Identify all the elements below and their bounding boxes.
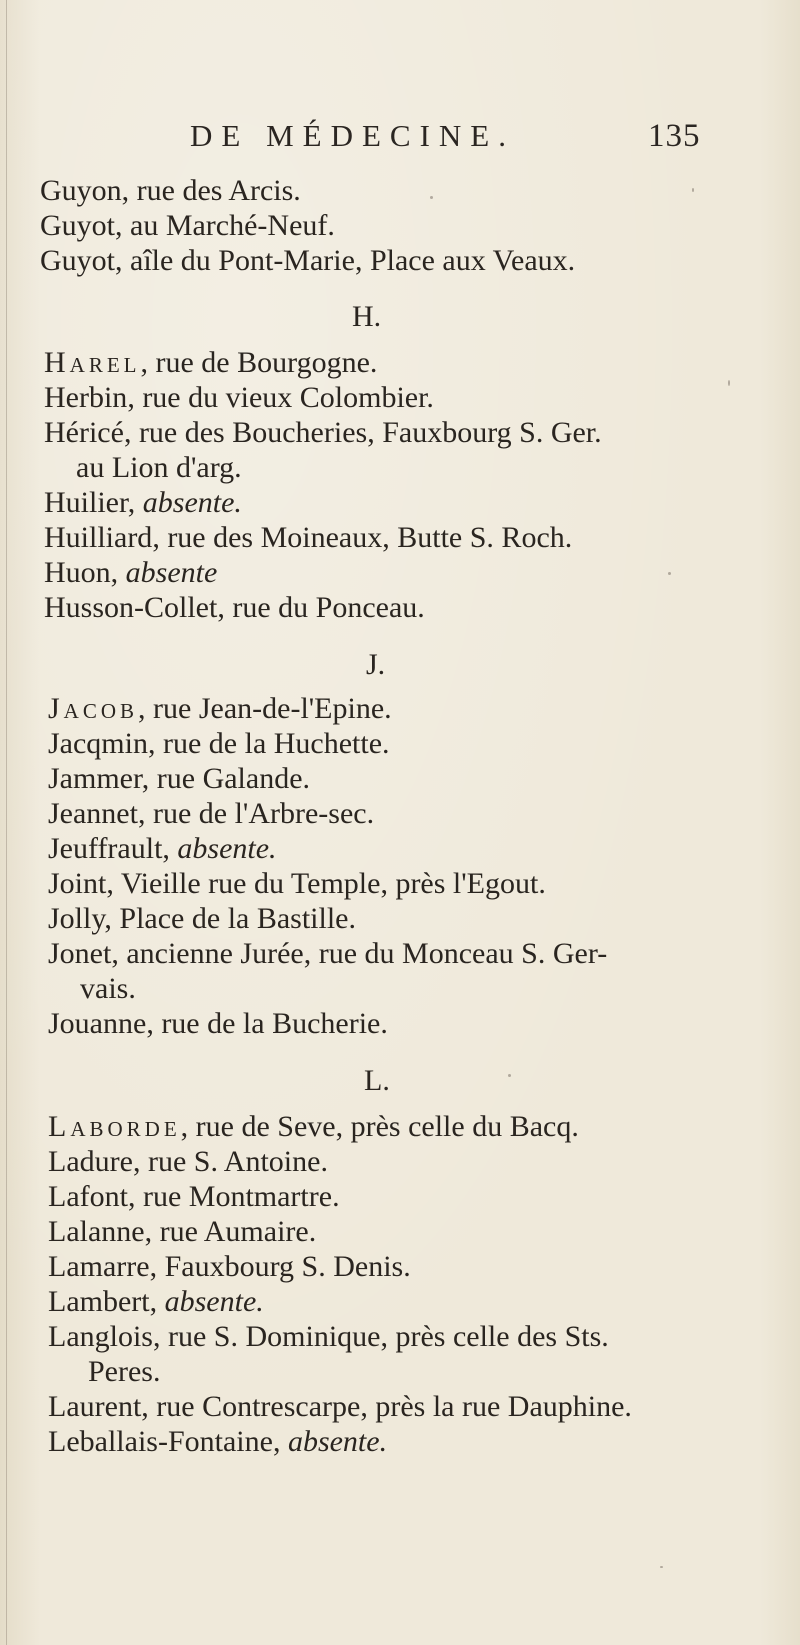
entry-address: , rue du vieux Colombier. <box>127 381 434 414</box>
entry-address: , au Marché-Neuf. <box>115 209 335 242</box>
entry-name: Harel <box>44 346 141 379</box>
entry-address: , rue des Boucheries, Fauxbourg S. Ger. <box>123 416 602 449</box>
entry-address: , <box>162 832 178 865</box>
entry-address: , rue Aumaire. <box>144 1215 317 1248</box>
entry-name: Jammer <box>48 762 142 795</box>
entry-address: , rue de Bourgogne. <box>140 346 378 379</box>
entry-status: absente. <box>177 832 277 865</box>
section-heading-h: H. <box>352 300 382 333</box>
entry-address: , rue S. Dominique, près celle des Sts. <box>153 1320 609 1353</box>
entry-address: , rue de la Huchette. <box>147 727 390 760</box>
list-item <box>44 521 572 555</box>
entry-address: , rue des Arcis. <box>121 174 301 207</box>
list-item <box>40 209 335 243</box>
entry-status: absente. <box>142 486 242 519</box>
entry-name: Ladure <box>48 1145 133 1178</box>
entry-name: Langlois <box>48 1320 153 1353</box>
paper-speck <box>728 380 730 386</box>
list-item <box>48 1007 388 1041</box>
entry-address: , <box>272 1425 288 1458</box>
entry-status: absente <box>125 556 218 589</box>
list-item <box>44 591 425 625</box>
list-item <box>40 244 575 278</box>
section-heading-j: J. <box>366 648 386 681</box>
entry-name: Jacob <box>48 692 139 725</box>
paper-speck <box>430 196 433 199</box>
list-item <box>48 1320 609 1354</box>
entry-name: Guyot <box>40 244 115 277</box>
list-item <box>44 346 377 380</box>
entry-name: Jolly <box>48 902 105 935</box>
entry-name: Jacqmin <box>48 727 148 760</box>
entry-address: , <box>127 486 143 519</box>
list-item <box>44 486 242 520</box>
entry-name: Guyon <box>40 174 122 207</box>
entry-address: , Vieille rue du Temple, près l'Egout. <box>106 867 546 900</box>
entry-name: Lamarre <box>48 1250 150 1283</box>
entry-name: Laurent <box>48 1390 142 1423</box>
list-item <box>44 556 217 590</box>
entry-name: Lambert <box>48 1285 150 1318</box>
entry-address: , rue Contrescarpe, près la rue Dauphine. <box>141 1390 632 1423</box>
entry-name: Joint <box>48 867 107 900</box>
list-item <box>44 416 602 450</box>
entry-name: Lalanne <box>48 1215 145 1248</box>
list-item <box>48 1215 316 1249</box>
entry-address: , <box>110 556 126 589</box>
list-item <box>48 1250 411 1284</box>
entry-address: , rue des Moineaux, Butte S. Roch. <box>152 521 573 554</box>
entry-address: , rue S. Antoine. <box>132 1145 328 1178</box>
entry-address: , rue de l'Arbre-sec. <box>137 797 375 830</box>
entry-address: , rue Jean-de-l'Epine. <box>138 692 392 725</box>
entry-name: Lafont <box>48 1180 128 1213</box>
list-item <box>48 1425 387 1459</box>
list-item <box>48 1285 264 1319</box>
entry-name: Jonet <box>48 937 112 970</box>
list-item-continuation: au Lion d'arg. <box>76 451 242 484</box>
entry-name: Jeannet <box>48 797 138 830</box>
paper-speck <box>692 188 694 192</box>
paper-speck <box>508 1074 511 1077</box>
list-item <box>48 1390 632 1424</box>
list-item <box>48 937 607 971</box>
entry-status: absente. <box>164 1285 264 1318</box>
entry-address: , aîle du Pont-Marie, Place aux Veaux. <box>115 244 576 277</box>
entry-name: Huilier <box>44 486 128 519</box>
list-item <box>48 797 374 831</box>
list-item <box>48 727 390 761</box>
entry-name: Guyot <box>40 209 115 242</box>
entry-status: absente. <box>287 1425 388 1458</box>
entry-address: , rue de la Bucherie. <box>146 1007 388 1040</box>
list-item <box>44 381 434 415</box>
entry-address: , rue Galande. <box>141 762 311 795</box>
entry-name: Jouanne <box>48 1007 147 1040</box>
list-item-continuation: vais. <box>80 972 136 1005</box>
entry-address: , Place de la Bastille. <box>104 902 356 935</box>
list-item <box>48 692 392 726</box>
entry-address: , rue de Seve, près celle du Bacq. <box>180 1110 579 1143</box>
entry-address: , Fauxbourg S. Denis. <box>149 1250 411 1283</box>
list-item <box>48 832 277 866</box>
list-item-continuation: Peres. <box>88 1355 161 1388</box>
entry-name: Héricé <box>44 416 124 449</box>
entry-address: , ancienne Jurée, rue du Monceau S. Ger- <box>111 937 608 970</box>
entry-name: Jeuffrault <box>48 832 163 865</box>
list-item <box>48 1145 328 1179</box>
paper-speck <box>660 1566 663 1568</box>
list-item <box>40 174 301 208</box>
list-item <box>48 1110 579 1144</box>
entry-address: , rue du Ponceau. <box>217 591 425 624</box>
paper-speck <box>668 572 671 575</box>
entry-address: , rue Montmartre. <box>127 1180 340 1213</box>
entry-name: Huon <box>44 556 111 589</box>
entry-name: Leballais-Fontaine <box>48 1425 273 1458</box>
entry-name: Laborde <box>48 1110 181 1143</box>
list-item <box>48 762 310 796</box>
entry-name: Herbin <box>44 381 128 414</box>
page-number: 135 <box>648 118 701 154</box>
list-item <box>48 1180 340 1214</box>
entry-name: Huilliard <box>44 521 153 554</box>
section-heading-l: L. <box>364 1064 390 1097</box>
entry-address: , <box>149 1285 165 1318</box>
list-item <box>48 902 356 936</box>
list-item <box>48 867 546 901</box>
entry-name: Husson-Collet <box>44 591 218 624</box>
running-title: DE MÉDECINE. <box>190 118 515 153</box>
